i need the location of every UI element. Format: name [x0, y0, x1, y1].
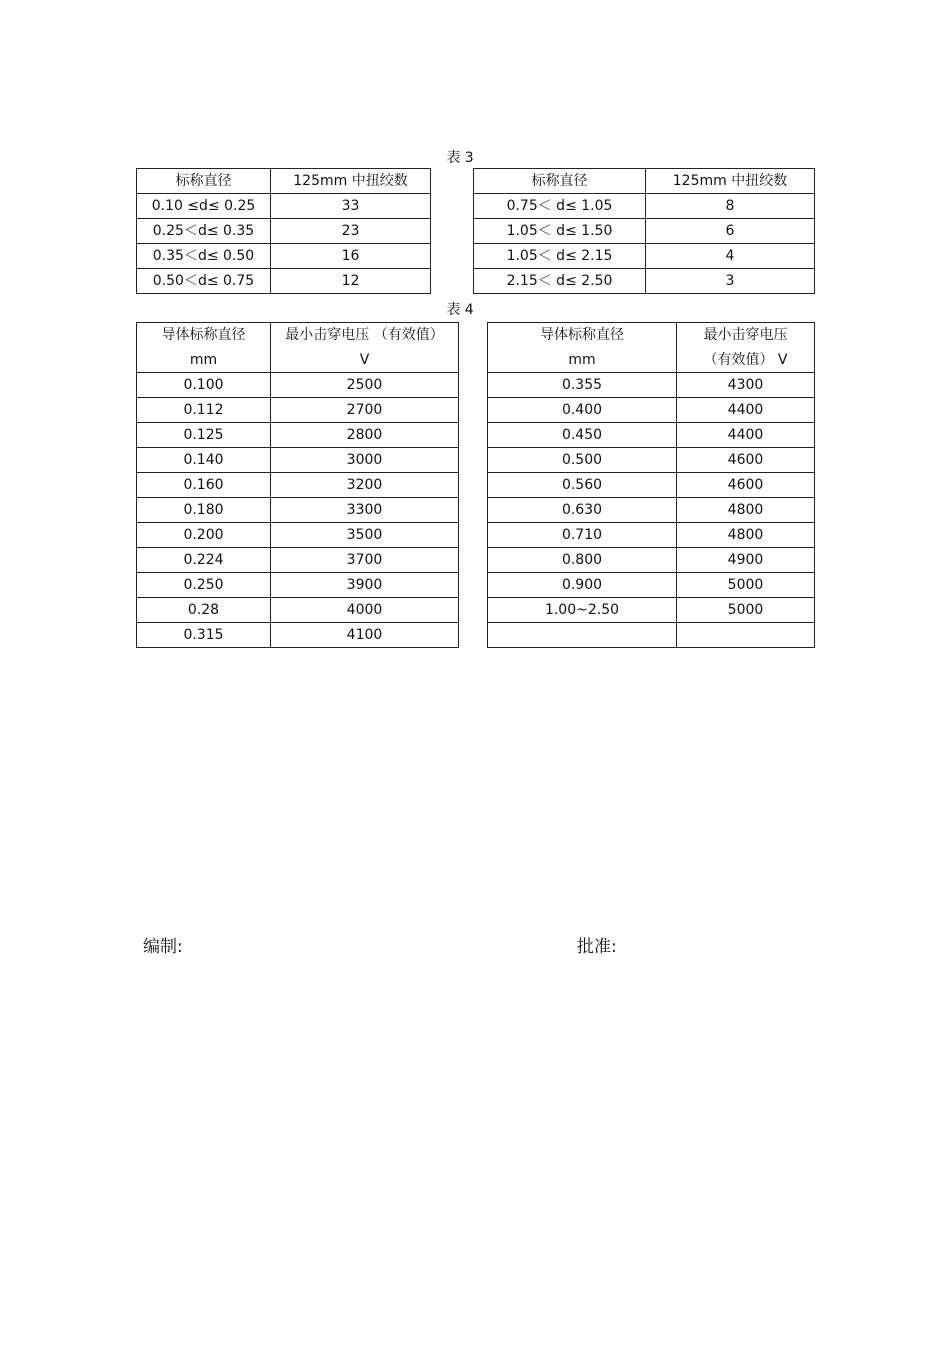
table4-header-line2: mm — [189, 351, 218, 368]
table3 — [136, 168, 815, 294]
table4-cell: 0.315 — [137, 623, 271, 648]
table4-cell: 0.900 — [488, 573, 677, 598]
table4-cell: 0.710 — [488, 523, 677, 548]
table3-header-cell: 标称直径 — [137, 169, 271, 194]
prepared-by-label: 编制: — [143, 937, 183, 957]
table4-cell: 4400 — [677, 423, 815, 448]
table3-row — [137, 244, 815, 269]
approved-by-label: 批准: — [577, 937, 617, 957]
table4-header-line1: 导体标称直径 — [161, 326, 246, 343]
table4-caption: 表 4 — [446, 302, 474, 318]
table4-cell: 5000 — [677, 573, 815, 598]
table4-header-line1: 最小击穿电压 （有效值） — [285, 326, 444, 343]
table4-cell: 0.100 — [137, 373, 271, 398]
table4-cell — [677, 623, 815, 648]
table4-cell: 0.500 — [488, 448, 677, 473]
table4-cell: 0.224 — [137, 548, 271, 573]
table4-cell: 0.400 — [488, 398, 677, 423]
table3-cell: 1.05＜ d≤ 1.50 — [474, 219, 646, 244]
table4-cell: 4000 — [271, 598, 459, 623]
table3-cell: 0.10 ≤d≤ 0.25 — [137, 194, 271, 219]
table3-cell: 8 — [646, 194, 815, 219]
table3-header-cell: 125mm 中扭绞数 — [646, 169, 815, 194]
table3-cell: 4 — [646, 244, 815, 269]
table4-header-row — [137, 323, 815, 373]
table3-cell: 0.75＜ d≤ 1.05 — [474, 194, 646, 219]
table4-cell: 0.560 — [488, 473, 677, 498]
table3-cell: 0.35＜d≤ 0.50 — [137, 244, 271, 269]
table4-cell: 0.112 — [137, 398, 271, 423]
table4-cell: 3300 — [271, 498, 459, 523]
table3-header-cell: 125mm 中扭绞数 — [271, 169, 431, 194]
table4-cell — [488, 623, 677, 648]
table4-cell: 2800 — [271, 423, 459, 448]
table4-cell: 3200 — [271, 473, 459, 498]
table4-header-line1: 导体标称直径 — [540, 326, 624, 343]
table4-cell: 3700 — [271, 548, 459, 573]
table4-header-cell — [677, 323, 815, 373]
table3-separator — [431, 169, 474, 294]
table4-cell: 0.355 — [488, 373, 677, 398]
table3-cell: 1.05＜ d≤ 2.15 — [474, 244, 646, 269]
table4-cell: 0.250 — [137, 573, 271, 598]
table4-cell: 5000 — [677, 598, 815, 623]
table3-row — [137, 269, 815, 294]
table4-cell: 3500 — [271, 523, 459, 548]
table3-row — [137, 219, 815, 244]
table3-cell: 16 — [271, 244, 431, 269]
table4-header-line2: V — [359, 351, 370, 368]
table4-cell: 4900 — [677, 548, 815, 573]
table3-header-row — [137, 169, 815, 194]
table3-caption: 表 3 — [446, 150, 474, 166]
table4-cell: 4400 — [677, 398, 815, 423]
table4-cell: 4300 — [677, 373, 815, 398]
table4-cell: 0.125 — [137, 423, 271, 448]
table4-cell: 4800 — [677, 523, 815, 548]
table3-cell: 0.25＜d≤ 0.35 — [137, 219, 271, 244]
table4-header-line2: （有效值） V — [703, 351, 788, 368]
table4-cell: 4800 — [677, 498, 815, 523]
table4-header-cell — [137, 323, 271, 373]
table4-cell: 0.28 — [137, 598, 271, 623]
table3-cell: 0.50＜d≤ 0.75 — [137, 269, 271, 294]
table4-cell: 4100 — [271, 623, 459, 648]
table4-cell: 2700 — [271, 398, 459, 423]
table4-cell: 0.800 — [488, 548, 677, 573]
table4-cell: 4600 — [677, 448, 815, 473]
table4-header-line1: 最小击穿电压 — [703, 326, 788, 343]
table3-cell: 23 — [271, 219, 431, 244]
table3-cell: 3 — [646, 269, 815, 294]
table4-cell: 0.200 — [137, 523, 271, 548]
table4-cell: 0.630 — [488, 498, 677, 523]
table3-cell: 33 — [271, 194, 431, 219]
table4-cell: 0.450 — [488, 423, 677, 448]
table4-cell: 0.180 — [137, 498, 271, 523]
table4-cell: 1.00~2.50 — [488, 598, 677, 623]
table4 — [136, 322, 815, 648]
table4-header-line2: mm — [568, 351, 596, 368]
table4-cell: 3900 — [271, 573, 459, 598]
table4-header-cell — [488, 323, 677, 373]
table4-cell: 0.140 — [137, 448, 271, 473]
table4-cell: 0.160 — [137, 473, 271, 498]
table3-cell: 12 — [271, 269, 431, 294]
table4-cell: 4600 — [677, 473, 815, 498]
table3-header-cell: 标称直径 — [474, 169, 646, 194]
table4-cell: 3000 — [271, 448, 459, 473]
table4-header-cell — [271, 323, 459, 373]
table3-row — [137, 194, 815, 219]
table4-separator — [459, 323, 488, 648]
table4-cell: 2500 — [271, 373, 459, 398]
table3-cell: 6 — [646, 219, 815, 244]
table3-cell: 2.15＜ d≤ 2.50 — [474, 269, 646, 294]
